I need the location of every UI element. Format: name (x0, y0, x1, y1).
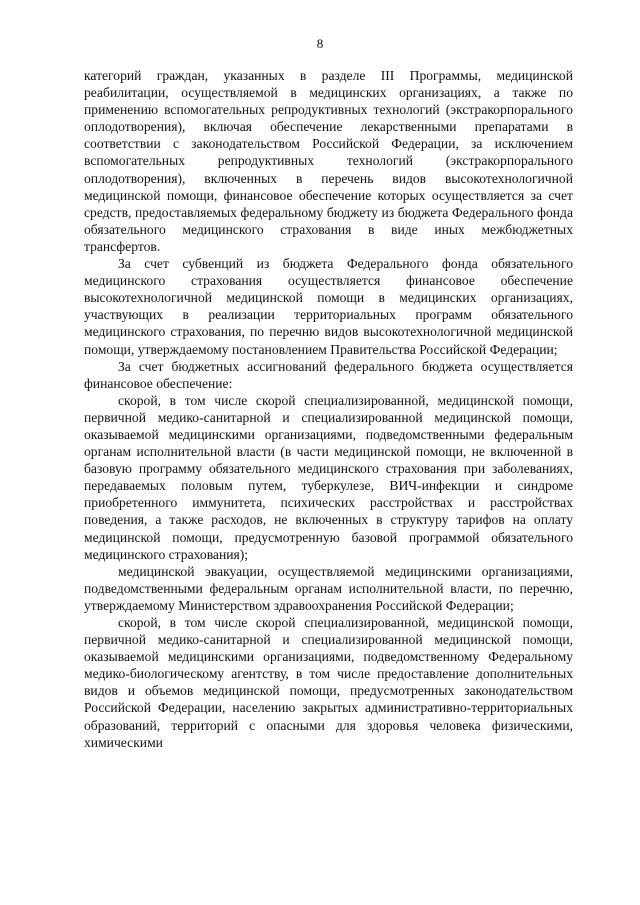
paragraph-fmba-care: скорой, в том числе скорой специализированной, медицинской помощи, первичной медико-санитарной и специализированной медицинской помощи, оказываемой медицинскими организациями, подведомственному Федеральному медико-биологическому агентству, в том числе предоставление дополнительных видов и объемов медицинской помощи, предусмотренных законодательством Российской Федерации, населению закрытых административно-территориальных образований, территорий с опасными для здоровья человека физическими, химическими (84, 615, 573, 750)
paragraph-federal-budget: За счет бюджетных ассигнований федерального бюджета осуществляется финансовое обеспечение: (84, 358, 573, 391)
paragraph-emergency-care: скорой, в том числе скорой специализированной, медицинской помощи, первичной медико-санитарной и специализированной медицинской помощи, оказываемой медицинскими организациями, подведомственными федеральным органам исполнительной власти (в части медицинской помощи, не включенной в базовую программу обязательного медицинского страхования при заболеваниях, передаваемых половым путем, туберкулезе, ВИЧ-инфекции и синдроме приобретенного иммунитета, психических расстройствах и расстройствах поведения, а также расходов, не включенных в структуру тарифов на оплату медицинской помощи, предусмотренную базовой программой обязательного медицинского страхования); (84, 392, 573, 562)
paragraph-subventions: За счет субвенций из бюджета Федерального фонда обязательного медицинского страхования осуществляется финансовое обеспечение высокотехнологичной медицинской помощи в медицинских организациях, участвующих в реализации территориальных программ обязательного медицинского страхования, по перечню видов высокотехнологичной медицинской помощи, утверждаемому постановлением Правительства Российской Федерации; (84, 256, 573, 357)
paragraph-medical-evacuation: медицинской эвакуации, осуществляемой медицинскими организациями, подведомственными федеральным органам исполнительной власти, по перечню, утверждаемому Министерством здравоохранения Российской Федерации; (84, 563, 573, 613)
paragraph-continuation: категорий граждан, указанных в разделе III Программы, медицинской реабилитации, осуществляемой в медицинских организациях, а также по применению вспомогательных репродуктивных технологий (экстракорпорального оплодотворения), включая обеспечение лекарственными препаратами в соответствии с законодательством Российской Федерации, за исключением вспомогательных репродуктивных технологий (экстракорпорального оплодотворения), включенных в перечень видов высокотехнологичной медицинской помощи, финансовое обеспечение которых осуществляется за счет средств, предоставляемых федеральному бюджету из бюджета Федерального фонда обязательного медицинского страхования в виде иных межбюджетных трансфертов. (84, 68, 573, 254)
document-body (84, 67, 573, 751)
page-number: 8 (316, 36, 324, 51)
